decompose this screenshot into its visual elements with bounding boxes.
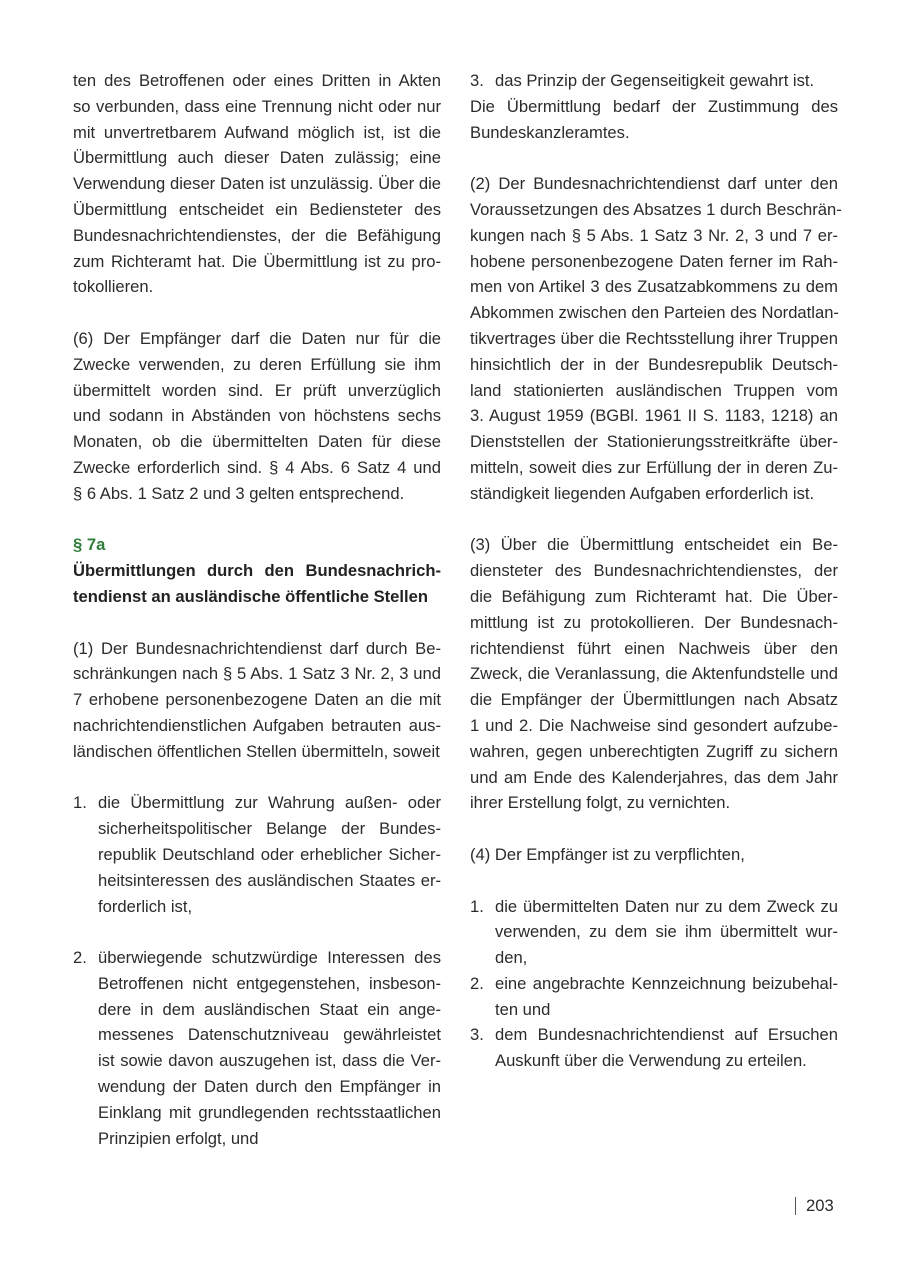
text-line: die Übermittlung zur Wahrung außen- oder [98, 793, 441, 813]
obligation-list [470, 894, 838, 1075]
text-line: Monaten, ob die übermittelten Daten für diese [73, 432, 441, 452]
text-line: wendung der Daten durch den Empfänger in [98, 1077, 441, 1097]
text-line: men von Artikel 3 des Zusatzabkommens zu dem [470, 277, 838, 297]
list-item-text [495, 68, 838, 94]
list-item-text [495, 894, 838, 971]
text-line: diensteter des Bundesnachrichtendienstes, der [470, 561, 838, 581]
text-line: ländischen öffentlichen Stellen übermitteln, soweit [73, 741, 440, 761]
text-line: die Befähigung zum Richteramt hat. Die Über- [470, 586, 838, 606]
text-line: Auskunft über die Verwendung zu erteilen. [495, 1051, 807, 1071]
text-line: und sodann in Abständen von höchstens sechs [73, 406, 441, 426]
text-line: eine angebrachte Kennzeichnung beizubehal- [495, 973, 838, 993]
list-item [73, 945, 441, 1151]
list-item-text [98, 790, 441, 919]
text-line: das Prinzip der Gegenseitigkeit gewahrt ist. [495, 71, 815, 90]
text-line: republik Deutschland oder erheblicher Sicher- [98, 844, 441, 864]
paragraph-continuation [73, 68, 441, 300]
list-item [470, 971, 838, 1023]
page-footer [795, 1193, 834, 1218]
text-line: (2) Der Bundesnachrichtendienst darf unter den [470, 174, 838, 194]
text-line: überwiegende schutzwürdige Interessen des [98, 948, 441, 968]
paragraph-4 [470, 842, 838, 868]
paragraph-6 [73, 326, 441, 507]
condition-list [73, 790, 441, 1151]
text-line: Zwecke verwenden, zu deren Erfüllung sie ihm [73, 354, 441, 374]
list-number: 2. [73, 948, 87, 968]
text-line: kungen nach § 5 Abs. 1 Satz 3 Nr. 2, 3 und 7 er- [470, 225, 838, 245]
text-line: Betroffenen nicht entgegenstehen, insbeson- [98, 973, 441, 993]
text-line: verwenden, zu dem sie ihm übermittelt wur- [495, 922, 838, 942]
text-line: richtendienst führt einen Nachweis über den [470, 638, 838, 658]
text-line: heitsinteressen des ausländischen Staates er- [98, 870, 441, 890]
text-line: ihrer Erstellung folgt, zu vernichten. [470, 793, 731, 813]
text-line: hinsichtlich der in der Bundesrepublik Deutsch- [470, 354, 838, 374]
list-number: 2. [470, 973, 484, 993]
text-line: dem Bundesnachrichtendienst auf Ersuchen [495, 1025, 838, 1045]
text-line: übermittelt worden sind. Er prüft unverzüglich [73, 380, 441, 400]
text-line: Verwendung dieser Daten ist unzulässig. Über die [73, 174, 441, 194]
text-line: (4) Der Empfänger ist zu verpflichten, [470, 844, 745, 864]
text-line: ständigkeit liegenden Aufgaben erforderlich ist. [470, 483, 815, 503]
text-line: schränkungen nach § 5 Abs. 1 Satz 3 Nr. 2, 3 und [73, 664, 441, 684]
text-line: forderlich ist, [98, 896, 193, 916]
text-line: tokollieren. [73, 277, 154, 297]
text-line: ten des Betroffenen oder eines Dritten in Akten [73, 71, 441, 90]
text-line: mittlung ist zu protokollieren. Der Bundesnach- [470, 612, 838, 632]
section-number: § 7a [73, 535, 106, 555]
list-item-text [495, 1022, 838, 1074]
list-item-text [98, 945, 441, 1151]
text-line: Übermittlungen durch den Bundesnachrich- [73, 561, 441, 581]
paragraph-3 [470, 532, 838, 816]
text-line: mit unvertretbarem Aufwand möglich ist, ist die [73, 122, 441, 142]
list-number: 3. [470, 1025, 484, 1045]
text-line: die Empfänger der Übermittlungen nach Absatz [470, 690, 838, 710]
text-line: Bundesnachrichtendienstes, der die Befähigung [73, 225, 441, 245]
section-title [73, 558, 441, 610]
text-line: hobene personenbezogene Daten ferner im Rah- [470, 251, 838, 271]
list-item [470, 1022, 838, 1074]
condition-list-continued [470, 68, 838, 94]
text-line: Bundeskanzleramtes. [470, 122, 630, 142]
text-line: (3) Über die Übermittlung entscheidet ein Be- [470, 535, 838, 555]
text-line: ten und [495, 999, 551, 1019]
text-line: zum Richteramt hat. Die Übermittlung ist zu pro- [73, 251, 441, 271]
text-line: (6) Der Empfänger darf die Daten nur für die [73, 328, 441, 348]
text-line: § 6 Abs. 1 Satz 2 und 3 gelten entsprechend. [73, 483, 405, 503]
text-line: die übermittelten Daten nur zu dem Zweck zu [495, 896, 838, 916]
text-line: messenes Datenschutzniveau gewährleistet [98, 1025, 441, 1045]
page-number: 203 [806, 1196, 834, 1215]
text-line: tikvertrages über die Rechtsstellung ihrer Truppen [470, 328, 838, 348]
text-line: Die Übermittlung bedarf der Zustimmung des [470, 96, 838, 116]
text-line: Voraussetzungen des Absatzes 1 durch Beschrän- [470, 199, 842, 219]
paragraph-1 [73, 636, 441, 765]
text-line: und am Ende des Kalenderjahres, das dem Jahr [470, 767, 838, 787]
text-line: Zweck, die Veranlassung, die Aktenfundstelle und [470, 664, 838, 684]
text-line: Übermittlung entscheidet ein Bediensteter des [73, 199, 441, 219]
footer-divider [795, 1197, 796, 1215]
text-line: 3. August 1959 (BGBl. 1961 II S. 1183, 1218) an [470, 406, 838, 426]
text-line: Prinzipien erfolgt, und [98, 1128, 259, 1148]
paragraph-2 [470, 171, 842, 506]
text-line: ist sowie davon auszugehen ist, dass die Ver- [98, 1051, 441, 1071]
text-line: land stationierten ausländischen Truppen vom [470, 380, 838, 400]
list-number: 1. [73, 793, 87, 813]
text-line: mitteln, soweit dies zur Erfüllung der in deren Zu- [470, 457, 838, 477]
list-number: 1. [470, 896, 484, 916]
text-line: sicherheitspolitischer Belange der Bundes- [98, 819, 441, 839]
text-line: tendienst an ausländische öffentliche Stellen [73, 586, 428, 606]
paragraph-consent [470, 94, 838, 146]
text-line: wahren, gegen unberechtigten Zugriff zu sichern [470, 741, 838, 761]
list-item-text [495, 971, 838, 1023]
text-line: 7 erhobene personenbezogene Daten an die mit [73, 690, 441, 710]
text-line: Dienststellen der Stationierungsstreitkräfte über- [470, 432, 838, 452]
list-item [470, 68, 838, 94]
right-column [470, 68, 842, 1074]
text-line: Zwecke erforderlich sind. § 4 Abs. 6 Satz 4 und [73, 457, 441, 477]
list-number: 3. [470, 71, 484, 90]
text-line: Einklang mit grundlegenden rechtsstaatlichen [98, 1102, 441, 1122]
text-line: dere in dem ausländischen Staat ein ange- [98, 999, 441, 1019]
text-line: so verbunden, dass eine Trennung nicht oder nur [73, 96, 441, 116]
text-line: 1 und 2. Die Nachweise sind gesondert aufzube- [470, 715, 838, 735]
list-item [73, 790, 441, 919]
left-column [73, 68, 441, 1151]
list-item [470, 894, 838, 971]
text-line: den, [495, 948, 528, 968]
text-line: Übermittlung auch dieser Daten zulässig; eine [73, 148, 441, 168]
text-line: nachrichtendienstlichen Aufgaben betrauten aus- [73, 715, 441, 735]
text-line: (1) Der Bundesnachrichtendienst darf durch Be- [73, 638, 441, 658]
text-line: Abkommen zwischen den Parteien des Nordatlan- [470, 303, 839, 323]
